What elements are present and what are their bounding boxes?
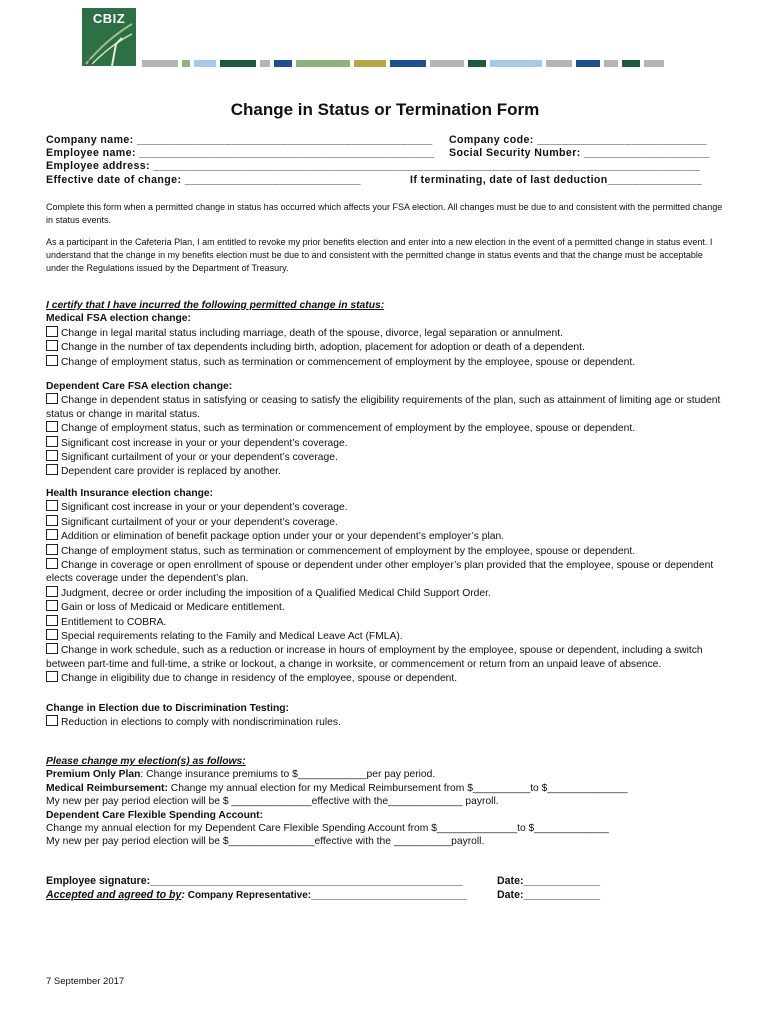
color-strip-segment (142, 60, 178, 67)
color-strip-segment (390, 60, 426, 67)
color-strip-segment (296, 60, 350, 67)
health-insurance-item: Significant curtailment of your or your dependent’s coverage. (61, 516, 338, 528)
health-insurance-item: Significant cost increase in your or your dependent’s coverage. (61, 502, 348, 514)
company-code-field: Company code: ___________________________ (449, 134, 707, 146)
health-insurance-item: Entitlement to COBRA. (61, 616, 167, 628)
dependent-care-item: Change of employment status, such as termination or commencement of employment by the employee, spouse or dependent. (61, 423, 636, 435)
checkbox[interactable] (46, 615, 58, 626)
health-insurance-item: Change of employment status, such as termination or commencement of employment by the employee, spouse or dependent. (61, 545, 636, 557)
accepted-label: Accepted and agreed to by (46, 889, 182, 901)
checkbox[interactable] (46, 355, 58, 366)
color-strip-segment (430, 60, 464, 67)
mr-label: Medical Reimbursement: (46, 782, 168, 794)
color-strip-segment (468, 60, 486, 67)
checkbox[interactable] (46, 500, 58, 511)
dependent-care-item: Dependent care provider is replaced by another. (61, 466, 281, 478)
checkbox[interactable] (46, 340, 58, 351)
health-insurance-item: Gain or loss of Medicaid or Medicare entitlement. (61, 602, 285, 614)
health-insurance-item: Special requirements relating to the Family and Medical Leave Act (FMLA). (61, 631, 403, 643)
intro-paragraph: Complete this form when a permitted change in status has occurred which affects your FSA election. All changes must be due to and consistent with the permitted change in status events. (46, 202, 723, 225)
checkbox[interactable] (46, 600, 58, 611)
color-strip-segment (194, 60, 216, 67)
color-strip-segment (622, 60, 640, 67)
dependent-care-section (46, 380, 726, 479)
mr-line2: My new per pay period election will be $ ______________effective with the_____________ payroll. (46, 796, 499, 808)
dependent-care-heading: Dependent Care FSA election change: (46, 381, 233, 392)
color-strip-segment (490, 60, 542, 67)
color-strip-segment (220, 60, 256, 67)
logo-text: CBIZ (92, 11, 126, 26)
checkbox[interactable] (46, 464, 58, 475)
dc-line1: Change my annual election for my Dependent Care Flexible Spending Account from $______________to $_____________ (46, 823, 609, 835)
accepted-colon: : (181, 889, 185, 901)
checkbox[interactable] (46, 586, 58, 597)
checkbox[interactable] (46, 421, 58, 432)
ssn-field: Social Security Number: ____________________ (449, 147, 710, 159)
color-strip-segment (576, 60, 600, 67)
color-strip-segment (182, 60, 190, 67)
employee-name-field: Employee name: _______________________________________________ (46, 147, 435, 159)
rep-date: Date:_____________ (497, 889, 601, 901)
checkbox[interactable] (46, 671, 58, 682)
checkbox[interactable] (46, 529, 58, 540)
employee-signature: Employee signature:_____________________________________________________ (46, 875, 463, 887)
discrimination-item: Reduction in elections to comply with nondiscrimination rules. (61, 717, 341, 729)
medical-fsa-item: Change in legal marital status including marriage, death of the spouse, divorce, legal separation or annulment. (61, 327, 563, 339)
dependent-care-item: Change in dependent status in satisfying or ceasing to satisfy the eligibility requirements of the plan, such as attainment of limiting age or student status or change in marital status. (46, 395, 721, 420)
employee-address-field: Employee address: _______________________________________________________________________________________ (46, 160, 701, 172)
effective-date-field: Effective date of change: ____________________________ (46, 174, 361, 186)
color-strip-segment (260, 60, 270, 67)
health-insurance-heading: Health Insurance election change: (46, 488, 214, 499)
certify-section (46, 299, 726, 369)
elections-section (46, 755, 726, 849)
elections-heading: Please change my election(s) as follows: (46, 756, 246, 767)
termination-date-field: If terminating, date of last deduction_______________ (410, 174, 703, 186)
employee-date: Date:_____________ (497, 875, 601, 887)
discrimination-heading: Change in Election due to Discrimination Testing: (46, 703, 289, 714)
pop-text: : Change insurance premiums to $____________per pay period. (140, 769, 436, 781)
health-insurance-section (46, 487, 726, 686)
certify-heading: I certify that I have incurred the following permitted change in status: (46, 300, 385, 311)
dc-line2: My new per pay period election will be $_______________effective with the __________payroll. (46, 836, 485, 848)
accepted-line (46, 889, 467, 901)
checkbox[interactable] (46, 515, 58, 526)
checkbox[interactable] (46, 715, 58, 726)
pop-label: Premium Only Plan (46, 769, 141, 781)
health-insurance-item: Change in coverage or open enrollment of spouse or dependent under other employer’s plan provided that the employee, spouse or dependent elects coverage under the dependent’s plan. (46, 560, 714, 585)
checkbox[interactable] (46, 558, 58, 569)
color-strip-segment (546, 60, 572, 67)
medical-fsa-heading: Medical FSA election change: (46, 313, 191, 325)
checkbox[interactable] (46, 629, 58, 640)
checkbox[interactable] (46, 544, 58, 555)
medical-fsa-item: Change in the number of tax dependents including birth, adoption, placement for adoption or death of a dependent. (61, 342, 585, 354)
dc-heading: Dependent Care Flexible Spending Account: (46, 809, 264, 821)
cafeteria-plan-paragraph: As a participant in the Cafeteria Plan, I am entitled to revoke my prior benefits election and enter into a new election in the event of a permitted change in status event. I understand that the change in my benefits election must be due to and consistent with the permitted change in status events and that the change must be acceptable under the Regulations issued by the Department of Treasury. (46, 237, 713, 273)
checkbox[interactable] (46, 436, 58, 447)
company-name-field: Company name: _______________________________________________ (46, 134, 433, 146)
checkbox[interactable] (46, 643, 58, 654)
dependent-care-item: Significant curtailment of your or your dependent’s coverage. (61, 452, 338, 464)
registered-mark: ® (88, 60, 93, 66)
checkbox[interactable] (46, 450, 58, 461)
discrimination-section (46, 702, 726, 730)
checkbox[interactable] (46, 393, 58, 404)
health-insurance-item: Judgment, decree or order including the imposition of a Qualified Medical Child Support Order. (61, 587, 491, 599)
footer-date: 7 September 2017 (46, 976, 125, 987)
medical-fsa-item: Change of employment status, such as termination or commencement of employment by the employee, spouse or dependent. (61, 356, 636, 368)
checkbox[interactable] (46, 326, 58, 337)
health-insurance-item: Change in work schedule, such as a reduction or increase in hours of employment by the employee, spouse or dependent, including a switch between part-time and full-time, a strike or lockout, a change in worksite, or commencement or return from an unpaid leave of absence. (46, 645, 703, 670)
mr-text: Change my annual election for my Medical Reimbursement from $__________to $______________ (167, 782, 628, 794)
dependent-care-item: Significant cost increase in your or your dependent’s coverage. (61, 437, 348, 449)
cbiz-logo (82, 8, 136, 66)
color-strip-segment (354, 60, 386, 67)
health-insurance-item: Change in eligibility due to change in residency of the employee, spouse or dependent. (61, 673, 458, 685)
company-rep: Company Representative:____________________________ (184, 890, 467, 901)
color-strip-segment (604, 60, 618, 67)
color-strip-segment (274, 60, 292, 67)
page-title: Change in Status or Termination Form (230, 100, 540, 119)
health-insurance-item: Addition or elimination of benefit package option under your or your dependent’s employer’s plan. (61, 531, 505, 543)
color-strip-segment (644, 60, 664, 67)
